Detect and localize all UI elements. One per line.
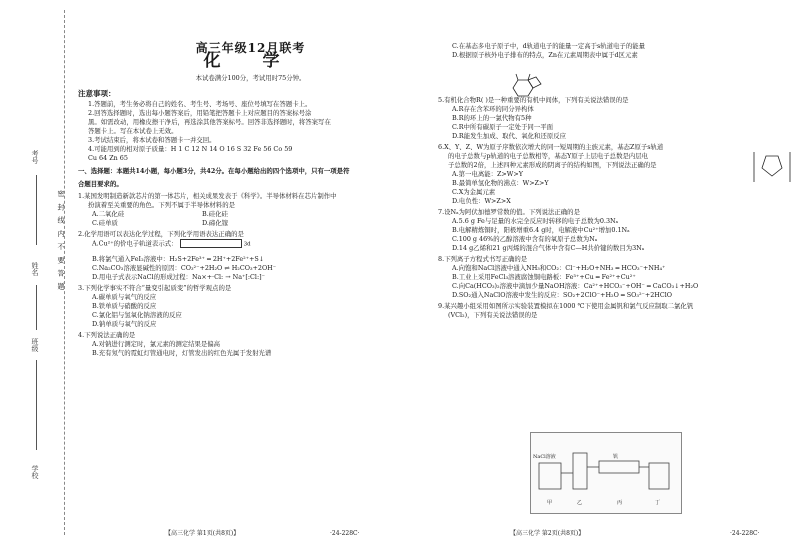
q3-option-c[interactable]: C.氯化铝与氢氧化钠溶液的反应	[92, 311, 182, 319]
name-label: 姓名	[31, 262, 39, 276]
q5-option-c[interactable]: C.R中所有碳原子一定处于同一平面	[452, 123, 553, 131]
section1-heading-2: 合题目要求的。	[78, 180, 123, 188]
q6-option-a[interactable]: A.第一电离能：Z>W>Y	[452, 170, 523, 178]
apparatus-drawing	[531, 433, 681, 495]
notice-item: 2.回答选择题时，选出每小题答案后，用铅笔把答题卡上对应题目的答案标号涂	[88, 109, 312, 117]
binding-margin	[0, 0, 70, 547]
q1-option-c[interactable]: C.硅单质	[92, 219, 118, 227]
notice-item: 4.可能用到的相对原子质量：H 1 C 12 N 14 O 16 S 32 Fe 56 Co 59	[88, 145, 293, 153]
q7-option-d[interactable]: D.14 g乙烯和21 g丙烯的混合气体中含有C—H共价键的数目为3Nₐ	[452, 244, 645, 252]
q4-option-a[interactable]: A.对钠进行测定时，氯元素的测定结果是偏高	[92, 340, 221, 348]
apparatus-label-v: 钒	[613, 454, 619, 460]
q7-option-a[interactable]: A.5.6 g Fe与足量的水完全反应时转移的电子总数为0.3Nₐ	[452, 217, 619, 225]
q9-stem: 9.某兴趣小组采用如图所示实验装置模拟在1000 ℃下使用金属钒和氯气反应制取二氯化钒	[438, 302, 694, 310]
q3-option-a[interactable]: A.碳单质与氧气的反应	[92, 293, 157, 301]
right-content	[438, 0, 788, 320]
exam-no-label: 考号	[31, 150, 39, 164]
q7-stem: 7.设Nₐ为阿伏加德罗常数的值。下列说法正确的是	[438, 208, 580, 216]
q6-stem-3: 子总数的2倍，上述四种元素形成的阴离子的结构如图，下列说法正确的是	[448, 161, 657, 169]
anion-structure	[752, 148, 792, 186]
q8-option-a[interactable]: A.向饱和NaCl溶液中通入NH₃和CO₂：Cl⁻+H₂O+NH₃ ═ HCO₃⁻+NH₄⁺	[452, 264, 666, 272]
apparatus-figure	[530, 432, 682, 514]
q6-option-c[interactable]: C.X为金属元素	[452, 188, 496, 196]
apparatus-label-nacl: NaCl溶液	[533, 454, 556, 460]
notice-heading: 注意事项：	[78, 89, 116, 98]
q8-option-d[interactable]: D.SO₂通入NaClO溶液中发生的反应：SO₂+2ClO⁻+H₂O ═ SO₃²⁻+2HClO	[452, 291, 673, 299]
q4-option-c[interactable]: C.在基态多电子原子中，d轨道电子的能量一定高于s轨道电子的能量	[452, 42, 645, 50]
q2-option-b[interactable]: B.将氯气通入FeI₂溶液中：H₂S+2Fe³⁺ ═ 2H⁺+2Fe²⁺+S↓	[92, 255, 265, 263]
q1-stem: 1.某国发明制造新款芯片的第一体芯片，相关成果发表于《科学》。半导体材料在芯片制作中	[78, 192, 337, 200]
apparatus-label-jia: 甲	[547, 500, 553, 506]
q1-option-b[interactable]: B.硅化硅	[202, 210, 228, 218]
right-page	[430, 0, 794, 547]
q4-option-b[interactable]: B.充有氖气的霓虹灯管通电时，灯管发出的红色光属于发射光谱	[92, 349, 272, 357]
seal-text: 密 封 线 内 不 要 答 题	[57, 190, 65, 292]
q1-option-a[interactable]: A.二氧化硅	[92, 210, 125, 218]
exam-title: 高三年级12月联考	[195, 41, 306, 55]
q9-stem-2: (VCl₂)，下列有关说法错误的是	[448, 311, 538, 319]
notice-item: 1.答题前，考生务必将自己的姓名、考生号、考场号、座位号填写在答题卡上。	[88, 100, 312, 108]
q6-option-b[interactable]: B.最简单氢化物的沸点：W>Z>Y	[452, 179, 549, 187]
exam-info: 本试卷满分100分，考试用时75分钟。	[195, 74, 306, 82]
left-content	[78, 0, 423, 358]
class-label: 班级	[31, 338, 39, 352]
q2-stem: 2.化学用语可以表达化学过程，下列化学用语表达正确的是	[78, 230, 244, 238]
q2-option-c[interactable]: C.Na₂CO₃溶液显碱性的原因：CO₃²⁻+2H₂O ⇌ H₂CO₃+2OH⁻	[92, 264, 277, 272]
q4-option-d[interactable]: D.根据原子核外电子排布的特点，Zn在元素周期表中属于d区元素	[452, 51, 638, 59]
q5-option-a[interactable]: A.R存在含苯环的同分异构体	[452, 105, 534, 113]
orbital-label: 3d	[243, 241, 251, 248]
seal-dash-line	[64, 10, 65, 535]
notice-item: 3.考试结束后，将本试卷和答题卡一并交回。	[88, 136, 216, 144]
footer-right: 【高三化学 第2页(共8页)】	[510, 530, 585, 537]
footer-left: 【高三化学 第1页(共8页)】	[165, 530, 240, 537]
q5-stem	[438, 96, 788, 105]
q6-option-d[interactable]: D.电负性：W>Z>X	[452, 197, 511, 205]
notice-item: 黑。如需改动，用橡皮擦干净后，再选涂其他答案标号。回答非选择题时，将答案写在	[88, 118, 331, 126]
q2-orbital-row	[78, 239, 423, 255]
q1-options-row	[78, 219, 423, 228]
q4-stem: 4.下列说法正确的是	[78, 331, 136, 339]
apparatus-label-ding: 丁	[655, 500, 661, 506]
subject-title: 化 学	[203, 51, 298, 71]
q5-option-d[interactable]: D.R能发生加成、取代、氧化和还原反应	[452, 132, 566, 140]
q2-option-d[interactable]: D.用电子式表示NaCl的形成过程：Na×+·Cl: → Na⁺[:Cl:]⁻	[92, 273, 265, 281]
section1-heading: 一、选择题：本题共14小题，每小题3分，共42分。在每小题给出的四个选项中，只有一项是符	[78, 167, 350, 175]
q8-option-b[interactable]: B.工业上采用FeCl₃溶液腐蚀铜电路板：Fe³⁺+Cu ═ Fe²⁺+Cu²⁺	[452, 273, 636, 281]
q5-option-b[interactable]: B.R的环上的一氯代物有5种	[452, 114, 532, 122]
q8-stem: 8.下列离子方程式书写正确的是	[438, 255, 528, 263]
q2-option-a[interactable]: A.Cu²⁺的价电子轨道表示式：	[92, 239, 178, 248]
notice-item: Cu 64 Zn 65	[88, 154, 128, 162]
q8-option-c[interactable]: C.向Ca(HCO₃)₂溶液中滴加少量NaOH溶液：Ca²⁺+HCO₃⁻+OH⁻ ═ CaCO₃↓+H₂O	[452, 282, 699, 290]
orbital-diagram	[180, 239, 242, 248]
footer-left-code: ·24-228C·	[330, 530, 360, 537]
footer-right-code: ·24-228C·	[730, 530, 760, 537]
exam-no-line	[36, 175, 37, 245]
class-line	[36, 360, 37, 450]
apparatus-label-yi: 乙	[577, 500, 583, 506]
q3-option-d[interactable]: D.钠单质与氧气的反应	[92, 320, 157, 328]
q1-options-row	[78, 210, 423, 219]
notice-item: 答题卡上。写在本试卷上无效。	[88, 127, 178, 135]
q1-option-d[interactable]: D.碲化镓	[202, 219, 229, 227]
q3-option-b[interactable]: B.铁单质与硝酸的反应	[92, 302, 157, 310]
q7-option-b[interactable]: B.电解精炼铜时，阳极增重6.4 g时，电解液中Cu²⁺增加0.1Nₐ	[452, 226, 630, 234]
school-label: 学校	[31, 465, 39, 479]
q6-stem-2: 的电子总数与p轨道的电子总数相等，基态Y原子上层电子总数是内层电	[448, 152, 649, 160]
q6-stem: 6.X、Y、Z、W为原子序数依次增大的同一短周期的主族元素，基态Z原子s轨道	[438, 143, 664, 151]
q7-option-c[interactable]: C.100 g 46%的乙醇溶液中含有的氧原子总数为Nₐ	[452, 235, 598, 243]
compound-r-structure	[508, 72, 542, 102]
q3-stem: 3.下列化学事实不符合“量变引起质变”的哲学观点的是	[78, 284, 232, 292]
q1-stem-2: 扮演着至关重要的角色。下列不属于半导体材料的是	[88, 201, 235, 209]
name-line	[36, 285, 37, 330]
apparatus-label-bing: 丙	[617, 500, 623, 506]
q5-stem-text: 5.有机化合物R( )是一种重要的有机中间体，下列有关说法错误的是	[438, 96, 629, 104]
